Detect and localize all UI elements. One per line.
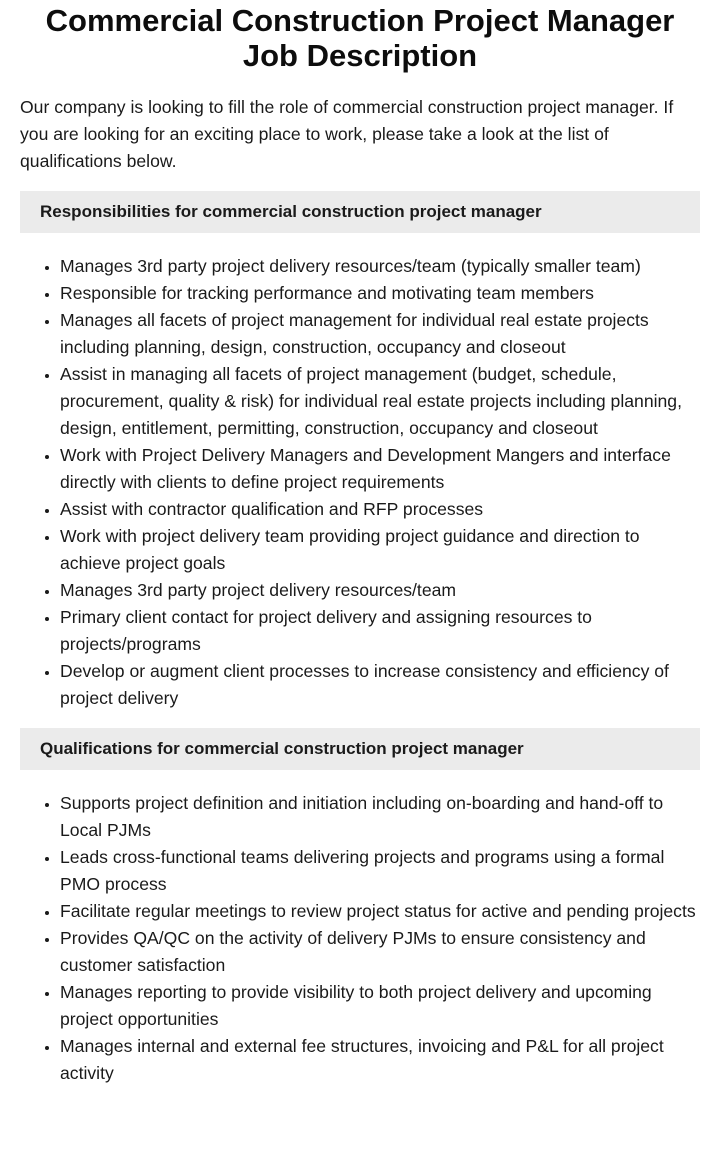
intro-paragraph: Our company is looking to fill the role of commercial construction project manager. If you are looking for an exciting place to work, please take a look at the list of qualifications below. — [20, 97, 674, 171]
list-item: • Work with Project Delivery Managers and Development Mangers and interface directly with clients to define project requirements — [60, 442, 700, 496]
list-item: • Leads cross-functional teams delivering projects and programs using a formal PMO process — [60, 844, 700, 898]
responsibilities-list — [20, 253, 700, 712]
list-item: • Manages all facets of project management for individual real estate projects including planning, design, construction, occupancy and closeout — [60, 307, 700, 361]
list-item: • Assist in managing all facets of project management (budget, schedule, procurement, quality & risk) for individual real estate projects including planning, design, entitlement, permitting, construction, occupancy and closeout — [60, 361, 700, 442]
list-item: • Manages 3rd party project delivery resources/team — [60, 577, 700, 604]
list-item: • Work with project delivery team providing project guidance and direction to achieve project goals — [60, 523, 700, 577]
list-item: • Provides QA/QC on the activity of delivery PJMs to ensure consistency and customer satisfaction — [60, 925, 700, 979]
qualifications-heading: Qualifications for commercial construction project manager — [20, 728, 700, 770]
list-item: • Supports project definition and initiation including on-boarding and hand-off to Local PJMs — [60, 790, 700, 844]
list-item: • Facilitate regular meetings to review project status for active and pending projects — [60, 898, 700, 925]
qualifications-list — [20, 790, 700, 1087]
list-item: • Primary client contact for project delivery and assigning resources to projects/programs — [60, 604, 700, 658]
responsibilities-heading: Responsibilities for commercial construction project manager — [20, 191, 700, 233]
list-item: • Develop or augment client processes to increase consistency and efficiency of project delivery — [60, 658, 700, 712]
list-item: • Responsible for tracking performance and motivating team members — [60, 280, 700, 307]
list-item: • Manages internal and external fee structures, invoicing and P&L for all project activity — [60, 1033, 700, 1087]
list-item: • Assist with contractor qualification and RFP processes — [60, 496, 700, 523]
page-title: Commercial Construction Project Manager Job Description — [45, 3, 675, 73]
list-item: • Manages 3rd party project delivery resources/team (typically smaller team) — [60, 253, 700, 280]
list-item: • Manages reporting to provide visibility to both project delivery and upcoming project opportunities — [60, 979, 700, 1033]
